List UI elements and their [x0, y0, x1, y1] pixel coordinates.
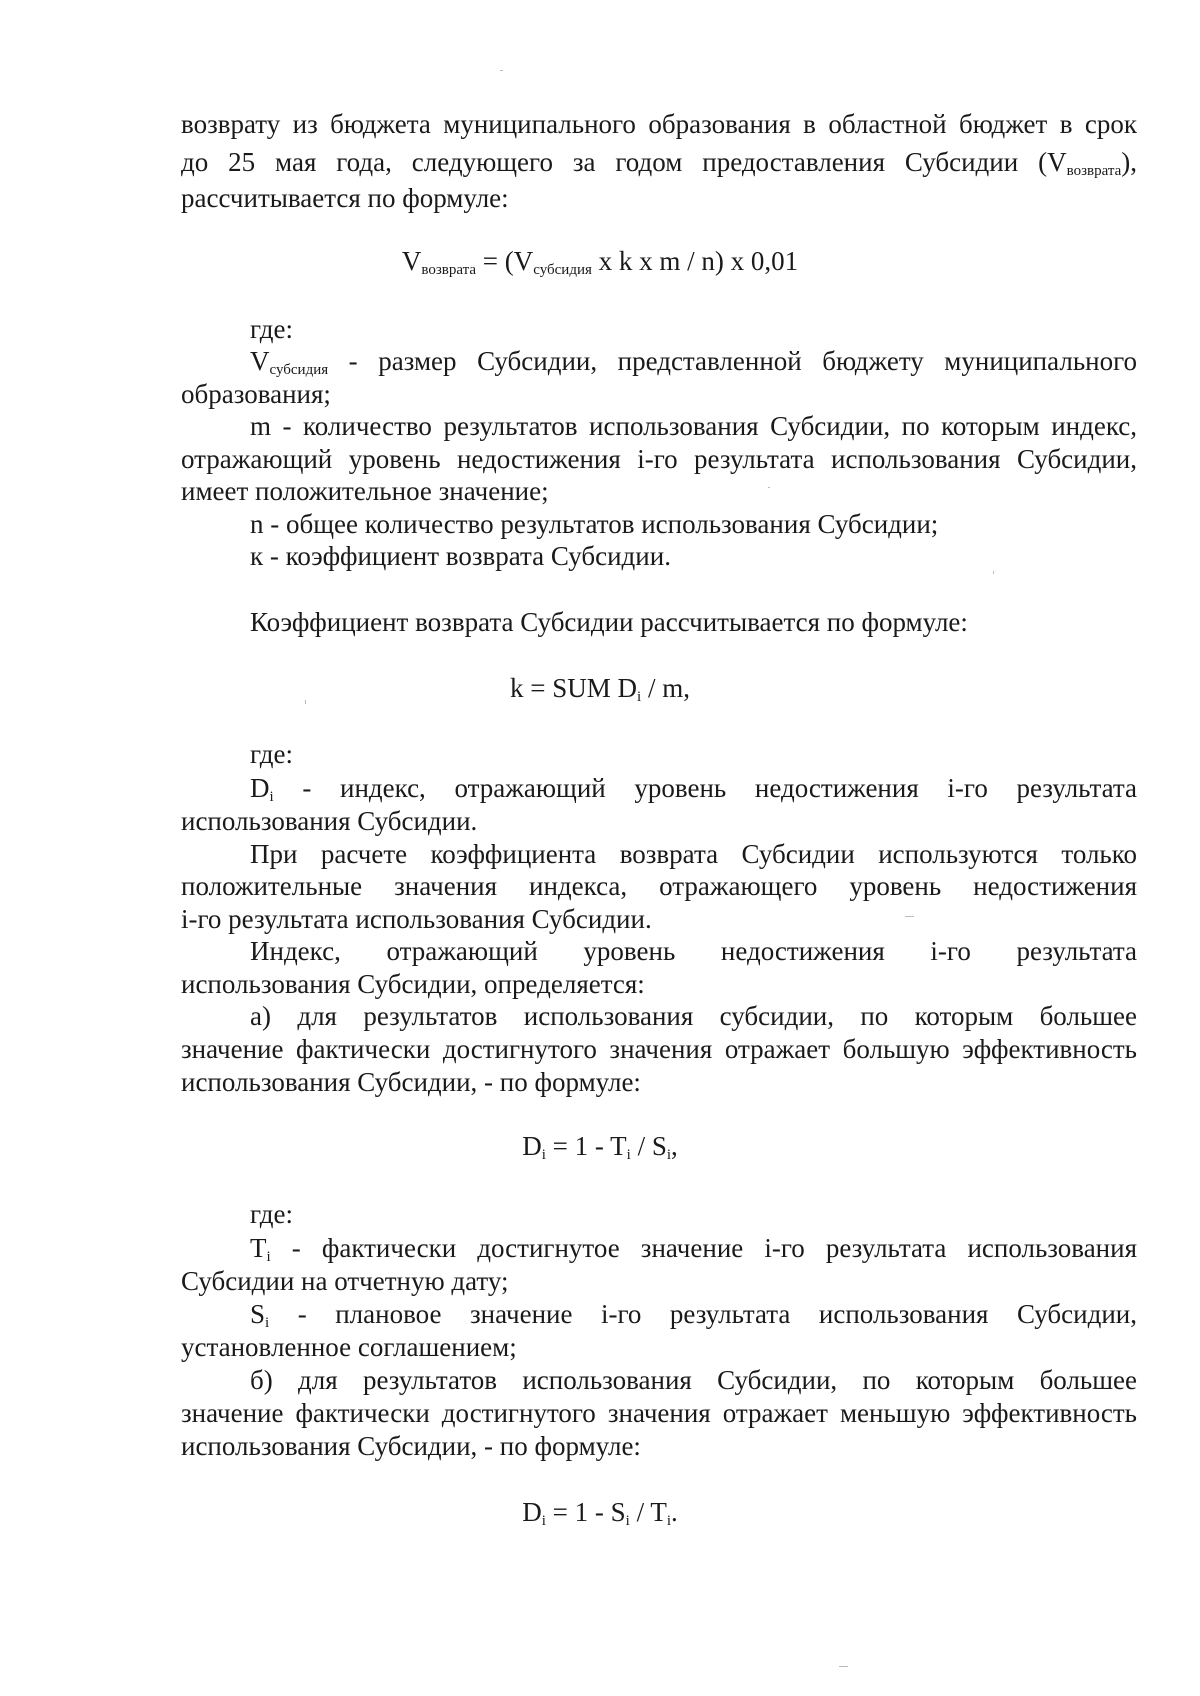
text-span: - фактически достигнутое значение i-го результата использования: [270, 1233, 1137, 1263]
text-span: к - коэффициент возврата Субсидии.: [250, 541, 671, 571]
text-span: использования Субсидии, - по формуле:: [181, 1431, 641, 1461]
subscript: возврата: [1066, 163, 1122, 178]
text-span: использования Субсидии, - по формуле:: [181, 1067, 641, 1097]
text-line: [250, 1298, 1137, 1330]
text-line: [181, 903, 652, 935]
text-line: [181, 805, 477, 837]
formula-part: / m,: [641, 673, 690, 703]
text-line: [181, 870, 1137, 902]
formula-part: = 1 - S: [545, 1497, 626, 1527]
text-line: [250, 1198, 293, 1230]
text-line: [250, 935, 1137, 967]
formula-v-return: [0, 245, 1200, 277]
text-span: использования Субсидии.: [181, 806, 478, 836]
text-span: D: [250, 773, 270, 803]
formula-part: / S: [630, 1131, 667, 1161]
formula-part: / T: [629, 1497, 667, 1527]
scan-speck: [500, 70, 503, 71]
text-span: а) для результатов использования субсидии, по которым большее: [250, 1001, 1137, 1031]
formula-part: .: [671, 1497, 678, 1527]
text-line: [250, 313, 293, 345]
text-span: n - общее количество результатов использования Субсидии;: [250, 509, 939, 539]
text-span: ),: [1121, 147, 1137, 177]
formula-part: D: [522, 1131, 542, 1161]
formula-part: D: [522, 1497, 542, 1527]
formula-di-b: [0, 1496, 1200, 1528]
formula-part: x k x m / n) x 0,01: [591, 246, 799, 276]
text-span: - индекс, отражающий уровень недостижения i-го результата: [273, 773, 1137, 803]
text-line: [181, 443, 1137, 475]
text-line: [181, 1066, 641, 1098]
text-span: При расчете коэффициента возврата Субсидии используются только: [250, 839, 1137, 869]
text-span: Индекс, отражающий уровень недостижения i-го результата: [250, 936, 1137, 966]
subscript: i: [265, 1315, 270, 1330]
text-span: положительные значения индекса, отражающего уровень недостижения: [181, 871, 1137, 901]
text-line: [181, 1265, 509, 1297]
text-span: где:: [250, 1199, 293, 1229]
text-span: m - количество результатов использования Субсидии, по которым индекс,: [250, 411, 1137, 441]
text-line: [181, 1331, 517, 1363]
formula-part: ,: [671, 1131, 678, 1161]
subscript: i: [541, 1147, 546, 1163]
text-span: S: [250, 1299, 266, 1329]
scan-speck: [839, 1666, 848, 1667]
text-line: [250, 606, 968, 638]
text-span: V: [250, 346, 270, 376]
subscript: возврата: [421, 262, 477, 278]
text-line: [250, 838, 1137, 870]
text-line: [181, 108, 1137, 140]
text-line: [181, 1397, 1137, 1429]
text-line: [181, 1033, 1137, 1065]
subscript: i: [637, 689, 642, 705]
text-span: Субсидии на отчетную дату;: [181, 1266, 509, 1296]
scan-speck: [768, 487, 770, 488]
text-span: где:: [250, 739, 293, 769]
text-span: установленное соглашением;: [181, 1332, 517, 1362]
text-span: возврату из бюджета муниципального образования в областной бюджет в срок: [181, 109, 1137, 139]
formula-part: = 1 - T: [545, 1131, 627, 1161]
text-span: отражающий уровень недостижения i-го результата использования Субсидии,: [181, 444, 1137, 474]
text-span: Коэффициент возврата Субсидии рассчитывается по формуле:: [250, 607, 968, 637]
text-span: образования;: [181, 379, 331, 409]
text-line: [250, 772, 1137, 804]
text-line: [181, 182, 509, 214]
text-line: [250, 1000, 1137, 1032]
text-span: - размер Субсидии, представленной бюджету муниципального: [328, 346, 1137, 376]
text-span: - плановое значение i-го результата использования Субсидии,: [269, 1299, 1137, 1329]
text-span: рассчитывается по формуле:: [181, 183, 509, 213]
subscript: i: [626, 1147, 631, 1163]
scan-speck: [905, 916, 914, 917]
subscript: i: [541, 1513, 546, 1529]
subscript: субсидия: [533, 262, 592, 278]
scan-speck: [305, 700, 306, 704]
subscript: i: [269, 789, 274, 804]
text-line: [250, 345, 1137, 377]
subscript: i: [266, 1249, 271, 1264]
text-line: [250, 1232, 1137, 1264]
text-span: i-го результата использования Субсидии.: [181, 904, 652, 934]
text-span: б) для результатов использования Субсидии, по которым большее: [250, 1365, 1137, 1395]
subscript: i: [625, 1513, 630, 1529]
text-span: имеет положительное значение;: [181, 476, 549, 506]
formula-part: = (V: [476, 246, 534, 276]
text-line: [250, 540, 671, 572]
subscript: i: [666, 1513, 671, 1529]
text-span: до 25 мая года, следующего за годом предоставления Субсидии (V: [181, 147, 1067, 177]
formula-di-a: [0, 1130, 1200, 1162]
text-line: [181, 968, 645, 1000]
text-span: T: [250, 1233, 267, 1263]
text-line: [181, 1430, 641, 1462]
formula-part: k = SUM D: [510, 673, 638, 703]
formula-k: [0, 672, 1200, 704]
text-span: значение фактически достигнутого значения отражает меньшую эффективность: [181, 1398, 1137, 1428]
text-line: [181, 378, 331, 410]
text-span: использования Субсидии, определяется:: [181, 969, 645, 999]
text-line: [250, 508, 938, 540]
text-line: [181, 146, 1137, 178]
text-span: значение фактически достигнутого значения отражает большую эффективность: [181, 1034, 1137, 1064]
text-line: [250, 410, 1137, 442]
text-line: [250, 738, 293, 770]
subscript: i: [666, 1147, 672, 1163]
subscript: субсидия: [269, 362, 329, 377]
formula-part: V: [401, 246, 422, 276]
text-span: где:: [250, 314, 293, 344]
text-line: [250, 1364, 1137, 1396]
text-line: [181, 475, 549, 507]
scan-speck: [993, 571, 994, 574]
